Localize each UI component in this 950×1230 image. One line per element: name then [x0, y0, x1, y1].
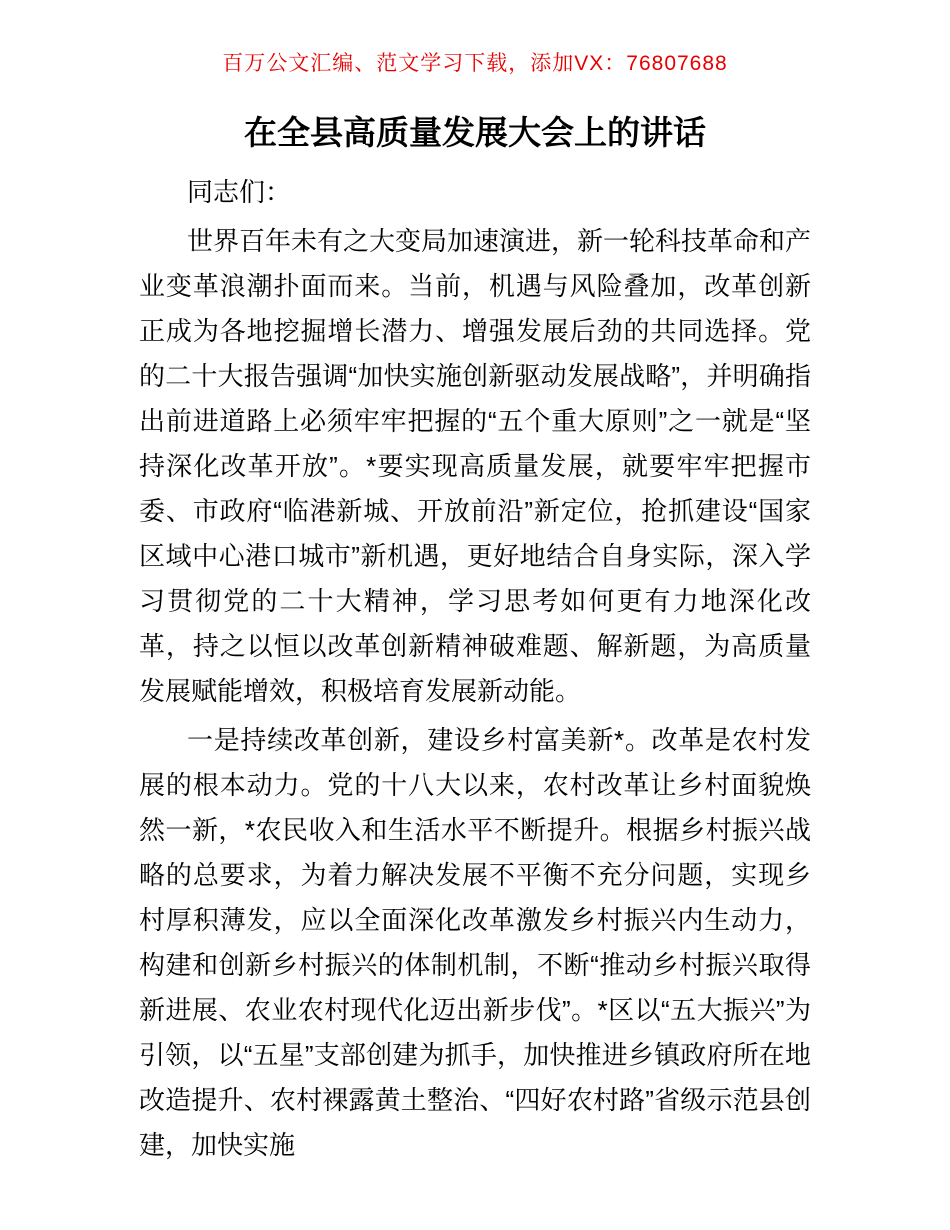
body-paragraph: 世界百年未有之大变局加速演进，新一轮科技革命和产业变革浪潮扑面而来。当前，机遇与风险叠加，改革创新正成为各地挖掘增长潜力、增强发展后劲的共同选择。党的二十大报告强调“加快实施创新驱动发展战略”，并明确指出前进道路上必须牢牢把握的“五个重大原则”之一就是“坚持深化改革开放”。*要实现高质量发展，就要牢牢把握市委、市政府“临港新城、开放前沿”新定位，抢抓建设“国家区域中心港口城市”新机遇，更好地结合自身实际，深入学习贯彻党的二十大精神，学习思考如何更有力地深化改革，持之以恒以改革创新精神破难题、解新题，为高质量发展赋能增效，积极培育发展新动能。: [139, 226, 812, 706]
salutation: 同志们：: [187, 177, 292, 207]
document-title: 在全县高质量发展大会上的讲话: [244, 114, 706, 151]
promo-banner: 百万公文汇编、范文学习下载，添加VX：76807688: [222, 52, 728, 75]
body-paragraph: 一是持续改革创新，建设乡村富美新*。改革是农村发展的根本动力。党的十八大以来，农村改革让乡村面貌焕然一新，*农民收入和生活水平不断提升。根据乡村振兴战略的总要求，为着力解决发展不平衡不充分问题，实现乡村厚积薄发，应以全面深化改革激发乡村振兴内生动力，构建和创新乡村振兴的体制机制，不断“推动乡村振兴取得新进展、农业农村现代化迈出新步伐”。*区以“五大振兴”为引领，以“五星”支部创建为抓手，加快推进乡镇政府所在地改造提升、农村裸露黄土整治、“四好农村路”省级示范县创建，加快实施: [139, 725, 811, 1160]
document-body: [139, 170, 811, 1168]
